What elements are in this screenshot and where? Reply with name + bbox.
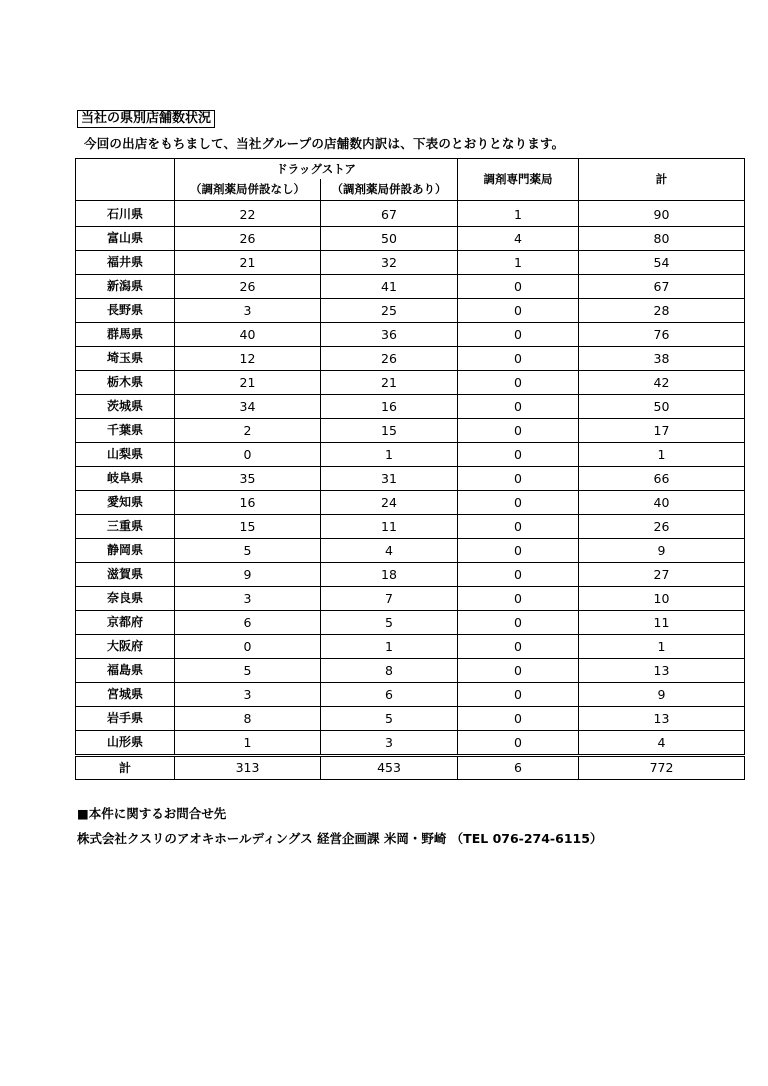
dispensing-pharmacy-cell: 0 xyxy=(458,587,579,611)
row-total-cell: 4 xyxy=(579,731,745,756)
prefecture-cell: 福島県 xyxy=(76,659,175,683)
header-drugstore: ドラッグストア xyxy=(175,159,458,180)
table-row xyxy=(76,563,745,587)
prefecture-cell: 奈良県 xyxy=(76,587,175,611)
dispensing-pharmacy-cell: 0 xyxy=(458,275,579,299)
drugstore-without-pharmacy-cell: 3 xyxy=(175,683,321,707)
table-row xyxy=(76,491,745,515)
dispensing-pharmacy-cell: 1 xyxy=(458,251,579,275)
dispensing-pharmacy-cell: 4 xyxy=(458,227,579,251)
prefecture-cell: 埼玉県 xyxy=(76,347,175,371)
table-row xyxy=(76,371,745,395)
drugstore-without-pharmacy-cell: 26 xyxy=(175,275,321,299)
row-total-cell: 17 xyxy=(579,419,745,443)
total-dispensing-pharmacy: 6 xyxy=(458,756,579,780)
row-total-cell: 13 xyxy=(579,707,745,731)
prefecture-cell: 山形県 xyxy=(76,731,175,756)
row-total-cell: 13 xyxy=(579,659,745,683)
drugstore-with-pharmacy-cell: 32 xyxy=(321,251,458,275)
drugstore-without-pharmacy-cell: 22 xyxy=(175,201,321,227)
drugstore-with-pharmacy-cell: 11 xyxy=(321,515,458,539)
dispensing-pharmacy-cell: 0 xyxy=(458,563,579,587)
dispensing-pharmacy-cell: 0 xyxy=(458,347,579,371)
drugstore-with-pharmacy-cell: 4 xyxy=(321,539,458,563)
prefecture-cell: 静岡県 xyxy=(76,539,175,563)
prefecture-cell: 千葉県 xyxy=(76,419,175,443)
drugstore-without-pharmacy-cell: 2 xyxy=(175,419,321,443)
intro-text: 今回の出店をもちまして、当社グループの店舗数内訳は、下表のとおりとなります。 xyxy=(84,136,565,151)
table-row xyxy=(76,611,745,635)
drugstore-without-pharmacy-cell: 3 xyxy=(175,299,321,323)
row-total-cell: 9 xyxy=(579,683,745,707)
dispensing-pharmacy-cell: 0 xyxy=(458,323,579,347)
total-drugstore-with-pharmacy: 453 xyxy=(321,756,458,780)
drugstore-without-pharmacy-cell: 3 xyxy=(175,587,321,611)
table-row xyxy=(76,395,745,419)
drugstore-with-pharmacy-cell: 67 xyxy=(321,201,458,227)
row-total-cell: 50 xyxy=(579,395,745,419)
dispensing-pharmacy-cell: 0 xyxy=(458,611,579,635)
drugstore-with-pharmacy-cell: 31 xyxy=(321,467,458,491)
drugstore-with-pharmacy-cell: 3 xyxy=(321,731,458,756)
drugstore-without-pharmacy-cell: 34 xyxy=(175,395,321,419)
drugstore-with-pharmacy-cell: 25 xyxy=(321,299,458,323)
contact-line: 株式会社クスリのアオキホールディングス 経営企画課 米岡・野崎 （TEL 076-274-6115） xyxy=(77,831,603,846)
dispensing-pharmacy-cell: 0 xyxy=(458,683,579,707)
drugstore-without-pharmacy-cell: 0 xyxy=(175,443,321,467)
table-row xyxy=(76,659,745,683)
prefecture-cell: 岩手県 xyxy=(76,707,175,731)
table-row xyxy=(76,683,745,707)
dispensing-pharmacy-cell: 0 xyxy=(458,443,579,467)
drugstore-with-pharmacy-cell: 5 xyxy=(321,611,458,635)
drugstore-with-pharmacy-cell: 50 xyxy=(321,227,458,251)
prefecture-cell: 新潟県 xyxy=(76,275,175,299)
drugstore-without-pharmacy-cell: 12 xyxy=(175,347,321,371)
row-total-cell: 10 xyxy=(579,587,745,611)
prefecture-cell: 大阪府 xyxy=(76,635,175,659)
drugstore-without-pharmacy-cell: 6 xyxy=(175,611,321,635)
drugstore-with-pharmacy-cell: 16 xyxy=(321,395,458,419)
store-count-table xyxy=(75,158,745,780)
drugstore-without-pharmacy-cell: 5 xyxy=(175,539,321,563)
drugstore-without-pharmacy-cell: 21 xyxy=(175,371,321,395)
row-total-cell: 76 xyxy=(579,323,745,347)
dispensing-pharmacy-cell: 0 xyxy=(458,299,579,323)
dispensing-pharmacy-cell: 0 xyxy=(458,491,579,515)
contact-heading: ■本件に関するお問合せ先 xyxy=(77,806,227,821)
prefecture-cell: 三重県 xyxy=(76,515,175,539)
total-row xyxy=(76,756,745,780)
header-dispensing-pharmacy: 調剤専門薬局 xyxy=(458,159,579,201)
row-total-cell: 1 xyxy=(579,443,745,467)
header-with-pharmacy: （調剤薬局併設あり） xyxy=(321,179,458,201)
drugstore-with-pharmacy-cell: 5 xyxy=(321,707,458,731)
dispensing-pharmacy-cell: 1 xyxy=(458,201,579,227)
table-row xyxy=(76,227,745,251)
table-row xyxy=(76,731,745,756)
section-title: 当社の県別店舗数状況 xyxy=(77,110,215,128)
drugstore-with-pharmacy-cell: 8 xyxy=(321,659,458,683)
prefecture-cell: 群馬県 xyxy=(76,323,175,347)
drugstore-with-pharmacy-cell: 24 xyxy=(321,491,458,515)
row-total-cell: 54 xyxy=(579,251,745,275)
drugstore-with-pharmacy-cell: 36 xyxy=(321,323,458,347)
prefecture-cell: 栃木県 xyxy=(76,371,175,395)
drugstore-with-pharmacy-cell: 18 xyxy=(321,563,458,587)
drugstore-without-pharmacy-cell: 21 xyxy=(175,251,321,275)
drugstore-without-pharmacy-cell: 16 xyxy=(175,491,321,515)
prefecture-cell: 滋賀県 xyxy=(76,563,175,587)
drugstore-without-pharmacy-cell: 8 xyxy=(175,707,321,731)
prefecture-cell: 岐阜県 xyxy=(76,467,175,491)
table-row xyxy=(76,443,745,467)
drugstore-with-pharmacy-cell: 1 xyxy=(321,443,458,467)
row-total-cell: 9 xyxy=(579,539,745,563)
table-row xyxy=(76,587,745,611)
row-total-cell: 1 xyxy=(579,635,745,659)
total-drugstore-without-pharmacy: 313 xyxy=(175,756,321,780)
drugstore-without-pharmacy-cell: 9 xyxy=(175,563,321,587)
prefecture-cell: 愛知県 xyxy=(76,491,175,515)
dispensing-pharmacy-cell: 0 xyxy=(458,731,579,756)
row-total-cell: 80 xyxy=(579,227,745,251)
dispensing-pharmacy-cell: 0 xyxy=(458,467,579,491)
table-row xyxy=(76,347,745,371)
table-row xyxy=(76,707,745,731)
dispensing-pharmacy-cell: 0 xyxy=(458,515,579,539)
drugstore-without-pharmacy-cell: 40 xyxy=(175,323,321,347)
drugstore-with-pharmacy-cell: 26 xyxy=(321,347,458,371)
drugstore-without-pharmacy-cell: 5 xyxy=(175,659,321,683)
drugstore-without-pharmacy-cell: 15 xyxy=(175,515,321,539)
drugstore-with-pharmacy-cell: 6 xyxy=(321,683,458,707)
table-row xyxy=(76,467,745,491)
dispensing-pharmacy-cell: 0 xyxy=(458,419,579,443)
header-prefecture xyxy=(76,159,175,201)
prefecture-cell: 京都府 xyxy=(76,611,175,635)
row-total-cell: 42 xyxy=(579,371,745,395)
row-total-cell: 67 xyxy=(579,275,745,299)
row-total-cell: 40 xyxy=(579,491,745,515)
header-total: 計 xyxy=(579,159,745,201)
table-row xyxy=(76,539,745,563)
prefecture-cell: 長野県 xyxy=(76,299,175,323)
drugstore-without-pharmacy-cell: 0 xyxy=(175,635,321,659)
dispensing-pharmacy-cell: 0 xyxy=(458,371,579,395)
drugstore-without-pharmacy-cell: 35 xyxy=(175,467,321,491)
drugstore-with-pharmacy-cell: 7 xyxy=(321,587,458,611)
row-total-cell: 66 xyxy=(579,467,745,491)
drugstore-with-pharmacy-cell: 21 xyxy=(321,371,458,395)
dispensing-pharmacy-cell: 0 xyxy=(458,395,579,419)
table-row xyxy=(76,323,745,347)
prefecture-cell: 宮城県 xyxy=(76,683,175,707)
row-total-cell: 26 xyxy=(579,515,745,539)
table-row xyxy=(76,201,745,227)
drugstore-without-pharmacy-cell: 26 xyxy=(175,227,321,251)
table-body xyxy=(76,201,745,756)
prefecture-cell: 富山県 xyxy=(76,227,175,251)
prefecture-cell: 福井県 xyxy=(76,251,175,275)
row-total-cell: 11 xyxy=(579,611,745,635)
table-row xyxy=(76,251,745,275)
total-label: 計 xyxy=(76,756,175,780)
row-total-cell: 27 xyxy=(579,563,745,587)
row-total-cell: 90 xyxy=(579,201,745,227)
row-total-cell: 28 xyxy=(579,299,745,323)
dispensing-pharmacy-cell: 0 xyxy=(458,707,579,731)
table-row xyxy=(76,635,745,659)
table-row xyxy=(76,515,745,539)
drugstore-without-pharmacy-cell: 1 xyxy=(175,731,321,756)
header-without-pharmacy: （調剤薬局併設なし） xyxy=(175,179,321,201)
table-row xyxy=(76,299,745,323)
grand-total: 772 xyxy=(579,756,745,780)
dispensing-pharmacy-cell: 0 xyxy=(458,635,579,659)
drugstore-with-pharmacy-cell: 41 xyxy=(321,275,458,299)
table-row xyxy=(76,275,745,299)
drugstore-with-pharmacy-cell: 15 xyxy=(321,419,458,443)
dispensing-pharmacy-cell: 0 xyxy=(458,539,579,563)
prefecture-cell: 石川県 xyxy=(76,201,175,227)
dispensing-pharmacy-cell: 0 xyxy=(458,659,579,683)
table-row xyxy=(76,419,745,443)
drugstore-with-pharmacy-cell: 1 xyxy=(321,635,458,659)
row-total-cell: 38 xyxy=(579,347,745,371)
prefecture-cell: 山梨県 xyxy=(76,443,175,467)
prefecture-cell: 茨城県 xyxy=(76,395,175,419)
